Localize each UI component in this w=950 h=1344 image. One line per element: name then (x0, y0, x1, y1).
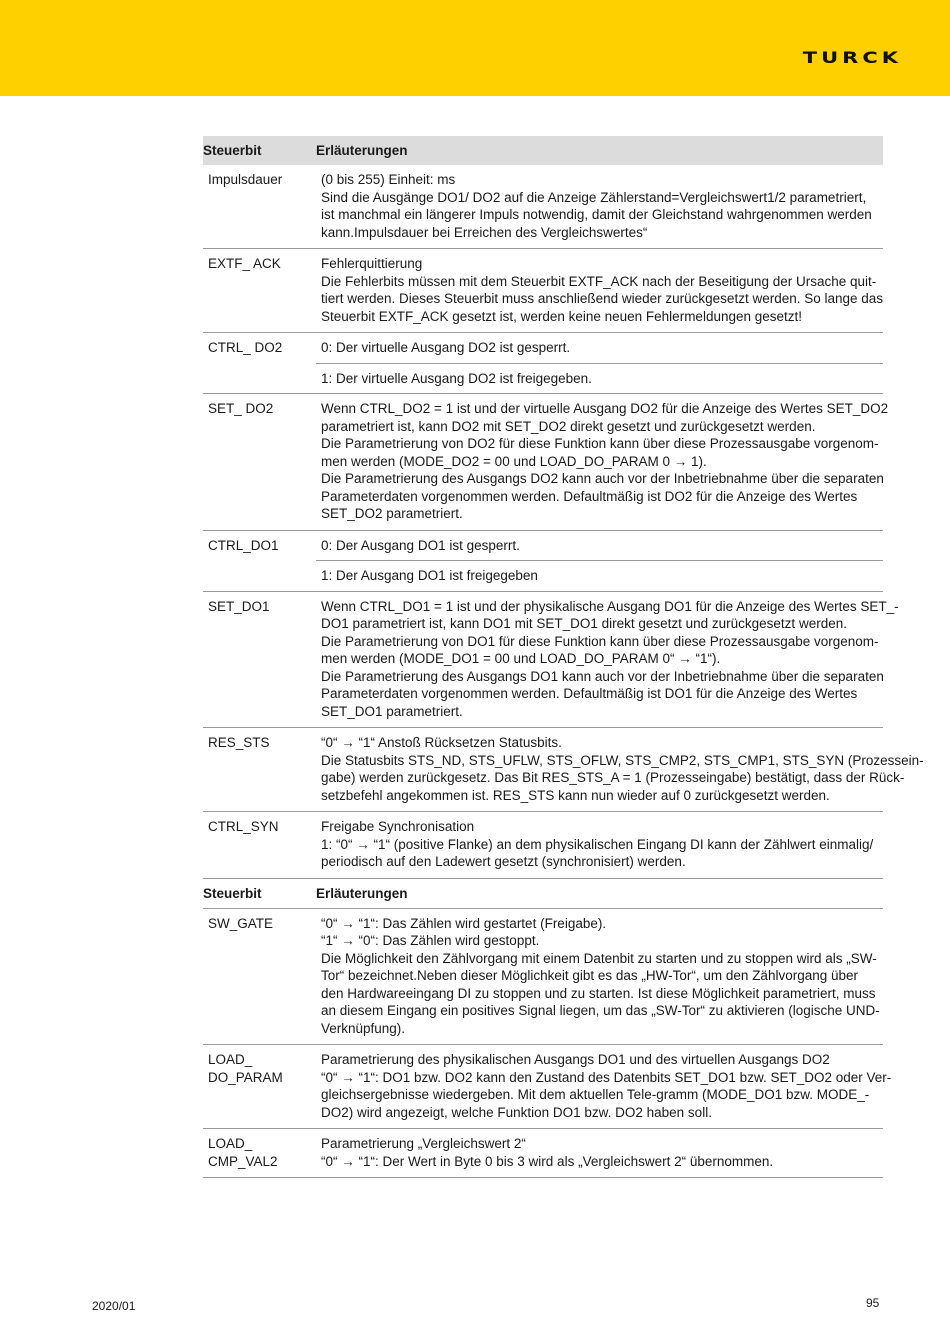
erlaeuterung (316, 165, 883, 248)
erlaeuterung-line: (0 bis 255) Einheit: ms (321, 172, 456, 187)
turck-logo: TURCK (802, 48, 902, 67)
erlaeuterung-line: den Hardwareeingang DI zu stoppen und zu starten. Ist diese Möglichkeit parametriert, muss (321, 985, 876, 1001)
erlaeuterung-line: men werden (MODE_DO2 = 00 und LOAD_DO_PARAM 0 → 1). (321, 453, 707, 469)
erlaeuterung (316, 394, 888, 530)
erlaeuterung-line: Die Fehlerbits müssen mit dem Steuerbit EXTF_ACK nach der Beseitigung der Ursache quit- (321, 273, 877, 289)
footer-date: 2020/01 (92, 1299, 136, 1313)
steuerbit-name: SW_GATE (208, 915, 274, 931)
erlaeuterung-line: gleichsergebnisse wiedergeben. Mit dem aktuellen Tele-gramm (MODE_DO1 bzw. MODE_- (321, 1087, 870, 1102)
erlaeuterung (316, 728, 924, 811)
erlaeuterung-line: Parameterdaten vorgenommen werden. Defaultmäßig ist DO2 für die Anzeige des Wertes (321, 488, 858, 504)
erlaeuterung-line: men werden (MODE_DO1 = 00 und LOAD_DO_PARAM 0“ → “1“). (321, 651, 721, 666)
erlaeuterung-line: Wenn CTRL_DO2 = 1 ist und der virtuelle Ausgang DO2 für die Anzeige des Wertes SET_DO2 (321, 401, 889, 416)
steuerbit-name: EXTF_ ACK (208, 256, 281, 271)
erlaeuterung-option: 1: Der virtuelle Ausgang DO2 ist freigegeben. (321, 370, 592, 386)
erlaeuterung-line: an diesem Eingang ein positives Signal liegen, um das „SW-Tor“ zu aktivieren (logische UND- (321, 1003, 880, 1018)
erlaeuterung (316, 531, 883, 591)
erlaeuterung-line: Die Parametrierung von DO2 für diese Funktion kann über diese Prozessausgabe vorgenom- (321, 436, 879, 451)
table-row (203, 592, 899, 729)
erlaeuterung-line: setzbefehl angekommen ist. RES_STS kann nun wieder auf 0 zurückgesetzt werden. (321, 787, 830, 803)
table-row (203, 728, 924, 812)
table-row (203, 249, 883, 333)
page-number: 95 (866, 1296, 880, 1310)
erlaeuterung (316, 1129, 883, 1177)
erlaeuterung-line: Die Möglichkeit den Zählvorgang mit einem Datenbit zu starten und zu stoppen wird als „SW- (321, 950, 877, 966)
steuerbit-name: LOAD_ DO_PARAM (208, 1052, 283, 1085)
erlaeuterung-line: Die Parametrierung des Ausgangs DO1 kann auch vor der Inbetriebnahme über die separaten (321, 668, 884, 684)
erlaeuterung-line: SET_DO2 parametriert. (321, 506, 463, 521)
header-steuerbit: Steuerbit (203, 885, 262, 901)
erlaeuterung-line: Parametrierung des physikalischen Ausgangs DO1 und des virtuellen Ausgangs DO2 (321, 1052, 830, 1067)
erlaeuterung (316, 592, 899, 728)
steuerbit-name: SET_DO1 (208, 598, 270, 614)
table-row (203, 1129, 883, 1178)
erlaeuterung-line: 1: “0“ → “1“ (positive Flanke) an dem physikalischen Eingang DI kann der Zählwert einmalig/ (321, 836, 874, 852)
steuerbit-name: CTRL_DO1 (208, 537, 279, 553)
erlaeuterung-option: 0: Der virtuelle Ausgang DO2 ist gesperrt. (316, 333, 883, 364)
table-row (203, 1045, 892, 1129)
table-row (203, 394, 889, 531)
erlaeuterung-line: Parametrierung „Vergleichswert 2“ (321, 1136, 526, 1151)
erlaeuterung-line: DO1 parametriert ist, kann DO1 mit SET_DO1 direkt gesetzt und zurückgesetzt werden. (321, 616, 847, 631)
table-row (203, 812, 883, 879)
erlaeuterung (316, 909, 883, 1045)
erlaeuterung-line: Tor“ bezeichnet.Neben dieser Möglichkeit gibt es das „HW-Tor“, um den Zählvorgang über (321, 968, 859, 983)
header-erlaeuterungen: Erläuterungen (316, 885, 408, 901)
table-header-repeat (203, 879, 883, 909)
erlaeuterung (316, 1045, 891, 1128)
erlaeuterung-line: SET_DO1 parametriert. (321, 703, 463, 719)
table-row (203, 531, 883, 592)
erlaeuterung-line: Wenn CTRL_DO1 = 1 ist und der physikalische Ausgang DO1 für die Anzeige des Wertes SET_- (321, 598, 899, 614)
table-body-2 (203, 909, 892, 1179)
erlaeuterung-line: Die Parametrierung von DO1 für diese Funktion kann über diese Prozessausgabe vorgenom- (321, 633, 879, 649)
erlaeuterung (316, 333, 883, 393)
table-row (203, 165, 883, 249)
steuerbit-name: CTRL_SYN (208, 819, 279, 834)
erlaeuterung-line: tiert werden. Dieses Steuerbit muss anschließend wieder zurückgesetzt werden. So lange das (321, 291, 884, 306)
steuerbit-name: Impulsdauer (208, 172, 283, 187)
erlaeuterung-line: “0“ → “1“: Der Wert in Byte 0 bis 3 wird als „Vergleichswert 2“ übernommen. (321, 1153, 774, 1169)
erlaeuterung-line: Die Statusbits STS_ND, STS_UFLW, STS_OFLW, STS_CMP2, STS_CMP1, STS_SYN (Prozessein- (321, 752, 924, 768)
erlaeuterung-line: “0“ → “1“ Anstoß Rücksetzen Statusbits. (321, 735, 562, 750)
erlaeuterung (316, 249, 883, 332)
erlaeuterung-line: “1“ → “0“: Das Zählen wird gestoppt. (321, 933, 540, 948)
table-row (203, 909, 883, 1046)
erlaeuterung-line: Parameterdaten vorgenommen werden. Defaultmäßig ist DO1 für die Anzeige des Wertes (321, 686, 858, 701)
erlaeuterung-line: kann.Impulsdauer bei Erreichen des Vergleichswertes“ (321, 224, 648, 240)
erlaeuterung-line: Fehlerquittierung (321, 256, 423, 271)
erlaeuterung-line: Sind die Ausgänge DO1/ DO2 auf die Anzeige Zählerstand=Vergleichswert1/2 parametriert, (321, 189, 867, 205)
erlaeuterung (316, 812, 883, 878)
erlaeuterung-option: 0: Der Ausgang DO1 ist gesperrt. (316, 531, 883, 562)
erlaeuterung-line: Freigabe Synchronisation (321, 819, 475, 834)
header-erlaeuterungen: Erläuterungen (316, 143, 408, 158)
steuerbit-name: SET_ DO2 (208, 401, 274, 416)
erlaeuterung-line: parametriert ist, kann DO2 mit SET_DO2 direkt gesetzt und zurückgesetzt werden. (321, 418, 816, 434)
table-body-1 (203, 165, 924, 879)
steuerbit-table (203, 136, 924, 1178)
erlaeuterung-line: “0“ → “1“: Das Zählen wird gestartet (Freigabe). (321, 915, 607, 931)
steuerbit-name: RES_STS (208, 735, 270, 750)
steuerbit-name: CTRL_ DO2 (208, 340, 283, 355)
erlaeuterung-line: Die Parametrierung des Ausgangs DO2 kann auch vor der Inbetriebnahme über die separaten (321, 471, 884, 486)
erlaeuterung-option: 1: Der Ausgang DO1 ist freigegeben (321, 568, 538, 583)
header-steuerbit: Steuerbit (203, 143, 262, 158)
erlaeuterung-line: Steuerbit EXTF_ACK gesetzt ist, werden keine neuen Fehlermeldungen gesetzt! (321, 308, 803, 324)
erlaeuterung-line: Verknüpfung). (321, 1020, 406, 1036)
header-bar (0, 0, 950, 96)
table-row (203, 333, 883, 394)
erlaeuterung-line: gabe) werden zurückgesetz. Das Bit RES_STS_A = 1 (Prozesseingabe) bestätigt, dass der Rück- (321, 770, 905, 785)
table-header (203, 136, 883, 165)
erlaeuterung-line: “0“ → “1“: DO1 bzw. DO2 kann den Zustand des Datenbits SET_DO1 bzw. SET_DO2 oder Ver- (321, 1069, 892, 1085)
erlaeuterung-line: periodisch auf den Ladewert gesetzt (synchronisiert) werden. (321, 854, 686, 869)
erlaeuterung-line: DO2) wird angezeigt, welche Funktion DO1 bzw. DO2 haben soll. (321, 1104, 712, 1120)
erlaeuterung-line: ist manchmal ein längerer Impuls notwendig, damit der Gleichstand wahrgenommen werden (321, 207, 872, 222)
steuerbit-name: LOAD_ CMP_VAL2 (208, 1136, 278, 1169)
